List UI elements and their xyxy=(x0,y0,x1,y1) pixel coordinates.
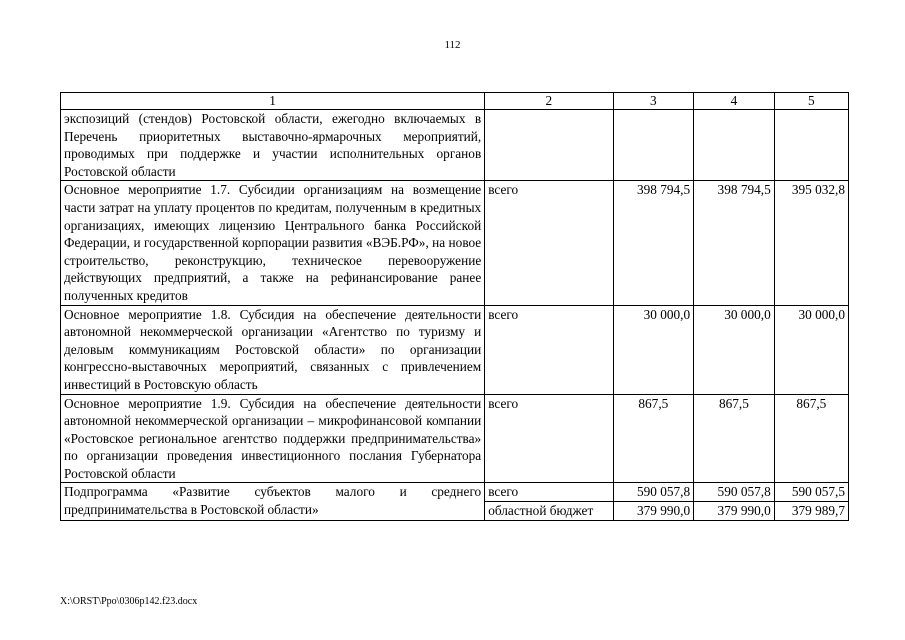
column-header-3: 3 xyxy=(613,93,694,110)
row-funding-source: областной бюджет xyxy=(485,502,613,521)
column-header-4: 4 xyxy=(694,93,775,110)
row-funding-source: всего xyxy=(485,305,613,394)
row-value-col4 xyxy=(694,110,775,181)
document-file-path: X:\ORST\Ppo\0306p142.f23.docx xyxy=(60,596,198,607)
row-description: Основное мероприятие 1.7. Субсидии организациям на возмещение части затрат на уплату процентов по кредитам, полученным в кредитных организациях, имеющих лицензию Центрального банка Российской Федерации, и государственной корпорации развития «ВЭБ.РФ», на новое строительство, реконструкцию, техническое перевооружение действующих предприятий, а также на рефинансирование ранее полученных кредитов xyxy=(61,181,485,305)
row-value-col5: 867,5 xyxy=(774,394,848,483)
row-value-col5: 395 032,8 xyxy=(774,181,848,305)
table-row xyxy=(61,181,849,305)
row-value-col4: 590 057,8 xyxy=(694,483,775,502)
row-value-col5: 379 989,7 xyxy=(774,502,848,521)
row-value-col4: 398 794,5 xyxy=(694,181,775,305)
row-description: Основное мероприятие 1.9. Субсидия на обеспечение деятельности автономной некоммерческой организации – микрофинансовой компании «Ростовское региональное агентство поддержки предпринимательства» по организации проведения инвестиционного послания Губернатора Ростовской области xyxy=(61,394,485,483)
row-value-col3: 30 000,0 xyxy=(613,305,694,394)
row-description: Основное мероприятие 1.8. Субсидия на обеспечение деятельности автономной некоммерческой организации «Агентство по туризму и деловым коммуникациям Ростовской области» по организации конгрессно-выставочных мероприятий, связанных с привлечением инвестиций в Ростовскую область xyxy=(61,305,485,394)
row-funding-source xyxy=(485,110,613,181)
row-description: экспозиций (стендов) Ростовской области, ежегодно включаемых в Перечень приоритетных выставочно-ярмарочных мероприятий, проводимых при поддержке и участии исполнительных органов Ростовской области xyxy=(61,110,485,181)
table-row xyxy=(61,305,849,394)
table-row xyxy=(61,483,849,502)
row-value-col3 xyxy=(613,110,694,181)
column-header-5: 5 xyxy=(774,93,848,110)
row-funding-source: всего xyxy=(485,181,613,305)
page-number: 112 xyxy=(444,39,461,51)
row-funding-source: всего xyxy=(485,394,613,483)
row-value-col3: 379 990,0 xyxy=(613,502,694,521)
row-value-col5: 30 000,0 xyxy=(774,305,848,394)
row-value-col3: 590 057,8 xyxy=(613,483,694,502)
table-header-row xyxy=(61,93,849,110)
column-header-1: 1 xyxy=(61,93,485,110)
row-value-col4: 867,5 xyxy=(694,394,775,483)
table-row xyxy=(61,110,849,181)
column-header-2: 2 xyxy=(485,93,613,110)
budget-table xyxy=(60,92,849,521)
row-value-col5: 590 057,5 xyxy=(774,483,848,502)
row-value-col4: 30 000,0 xyxy=(694,305,775,394)
row-value-col5 xyxy=(774,110,848,181)
row-description: Подпрограмма «Развитие субъектов малого и среднего предпринимательства в Ростовской области» xyxy=(61,483,485,520)
row-value-col3: 867,5 xyxy=(613,394,694,483)
row-value-col4: 379 990,0 xyxy=(694,502,775,521)
row-value-col3: 398 794,5 xyxy=(613,181,694,305)
table-row xyxy=(61,394,849,483)
row-funding-source: всего xyxy=(485,483,613,502)
